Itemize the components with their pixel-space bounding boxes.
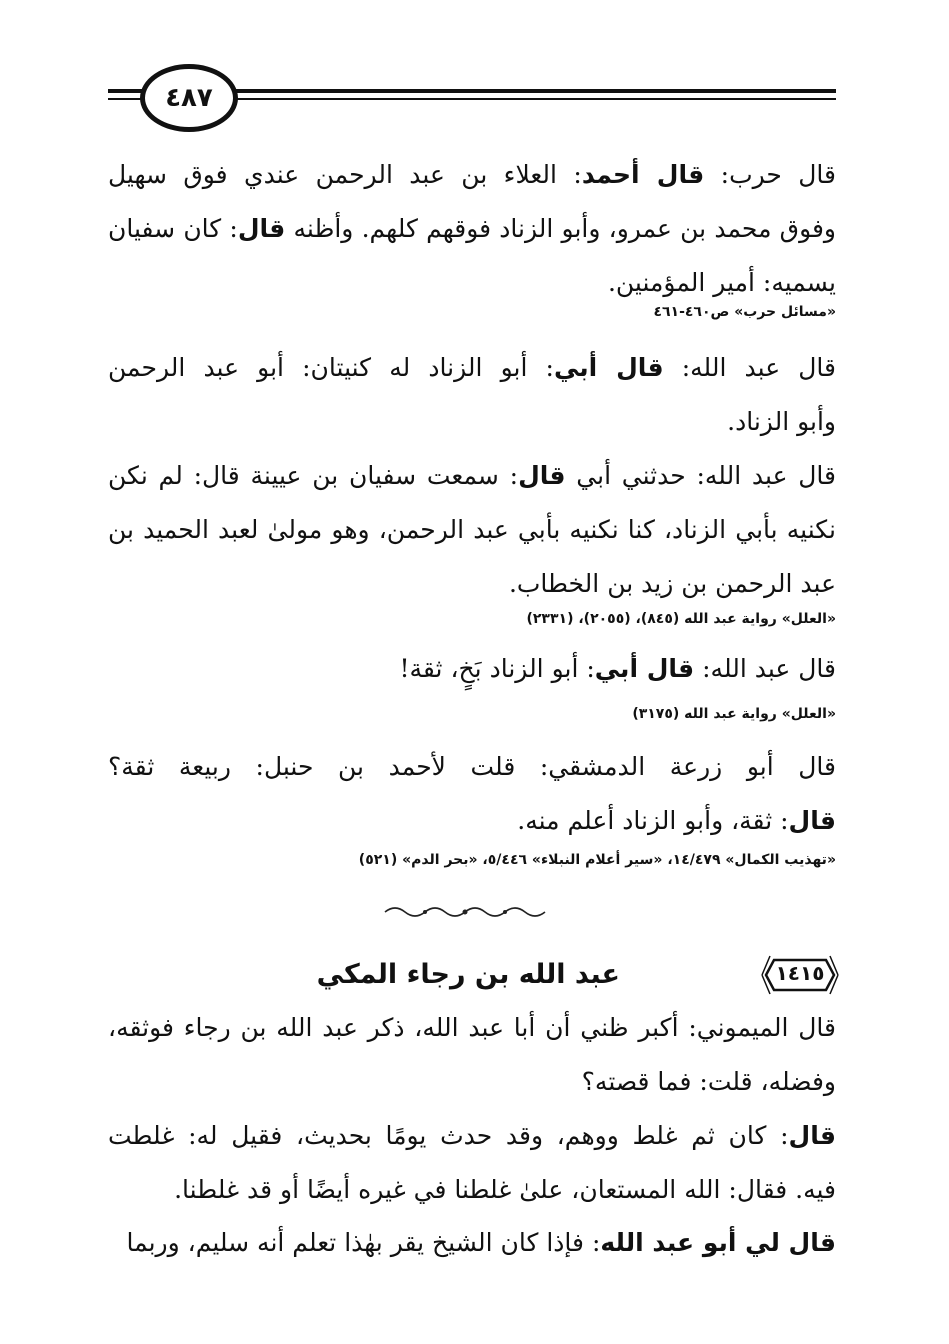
text-run: : سمعت سفيان بن عيينة قال: لم نكن [108,461,519,490]
paragraph [108,148,836,310]
text-line [108,1001,836,1055]
bold-phrase: قال [788,806,836,835]
text-run: عبد الرحمن بن زيد بن الخطاب. [508,569,836,598]
paragraph [108,740,836,848]
bold-phrase: قال أبي [553,353,664,382]
paragraph [108,1216,836,1270]
text-run: يسميه: أمير المؤمنين. [607,268,836,297]
text-run: فيه. فقال: الله المستعان، علىٰ غلطنا في غيره أيضًا أو قد غلطنا. [174,1175,836,1204]
text-line [108,794,836,848]
text-line [108,1109,836,1163]
bold-phrase: قال لي أبو عبد الله [600,1228,836,1257]
bold-phrase: قال [237,214,286,243]
source-citation: «مسائل حرب» ص٤٦٠-٤٦١ [653,304,836,320]
text-run: نكنيه بأبي الزناد، كنا نكنيه بأبي عبد الرحمن، وهو مولىٰ لعبد الحميد بن [108,515,836,544]
text-line [108,202,836,256]
text-line [108,148,836,202]
bold-phrase: قال أبي [594,654,695,683]
paragraph [108,341,836,449]
text-run: : ثقة، وأبو الزناد أعلم منه. [517,806,789,835]
text-line [108,642,836,696]
bold-phrase: قال [518,461,566,490]
text-run: وفوق محمد بن عمرو، وأبو الزناد فوقهم كلهم. وأظنه [285,214,837,243]
paragraph [108,449,836,611]
page-header [108,58,836,138]
text-run: قال أبو زرعة الدمشقي: قلت لأحمد بن حنبل: ربيعة ثقة؟ [108,752,836,781]
section-number-badge [760,950,840,1000]
text-line [108,395,836,449]
text-run: : كان ثم غلط ووهم، وقد حدث يومًا بحديث، فقيل له: غلطت [108,1121,789,1150]
text-line [108,1216,836,1270]
text-line [108,740,836,794]
text-run: قال عبد الله: [663,353,836,382]
text-line [108,557,836,611]
text-line [108,503,836,557]
text-run: : العلاء بن عبد الرحمن عندي فوق سهيل [108,160,582,189]
source-citation: «العلل» رواية عبد الله (٣١٧٥) [632,706,836,722]
text-run: قال الميموني: أكبر ظني أن أبا عبد الله، ذكر عبد الله بن رجاء فوثقه، [108,1013,836,1042]
text-run: وفضله، قلت: فما قصته؟ [581,1067,836,1096]
text-run: قال عبد الله: حدثني أبي [565,461,836,490]
source-citation: «العلل» رواية عبد الله (٨٤٥)، (٢٠٥٥)، (٢٣٣١) [526,611,836,627]
text-line [108,1055,836,1109]
paragraph [108,1109,836,1217]
source-citation: «تهذيب الكمال» ١٤/٤٧٩، «سير أعلام النبلاء» ٥/٤٤٦، «بحر الدم» (٥٢١) [358,852,836,868]
text-run: : أبو الزناد له كنيتان: أبو عبد الرحمن [108,353,554,382]
section-number: ١٤١٥ [775,961,825,985]
section-title: عبد الله بن رجاء المكي [316,959,620,990]
bold-phrase: قال أحمد [581,160,705,189]
text-line [108,449,836,503]
paragraph [108,1001,836,1109]
section-divider-ornament [380,902,550,922]
text-run: : فإذا كان الشيخ يقر بهٰذا تعلم أنه سليم، وربما [126,1228,601,1257]
text-run: وأبو الزناد. [727,407,836,436]
text-line [108,1163,836,1217]
text-run: : كان سفيان [108,214,238,243]
paragraph [108,642,836,696]
text-line [108,341,836,395]
text-run: قال عبد الله: [694,654,836,683]
text-run: : أبو الزناد بَخٍ، ثقة! [399,654,595,683]
bold-phrase: قال [788,1121,836,1150]
page-number: ٤٨٧ [140,64,238,132]
text-run: قال حرب: [704,160,836,189]
